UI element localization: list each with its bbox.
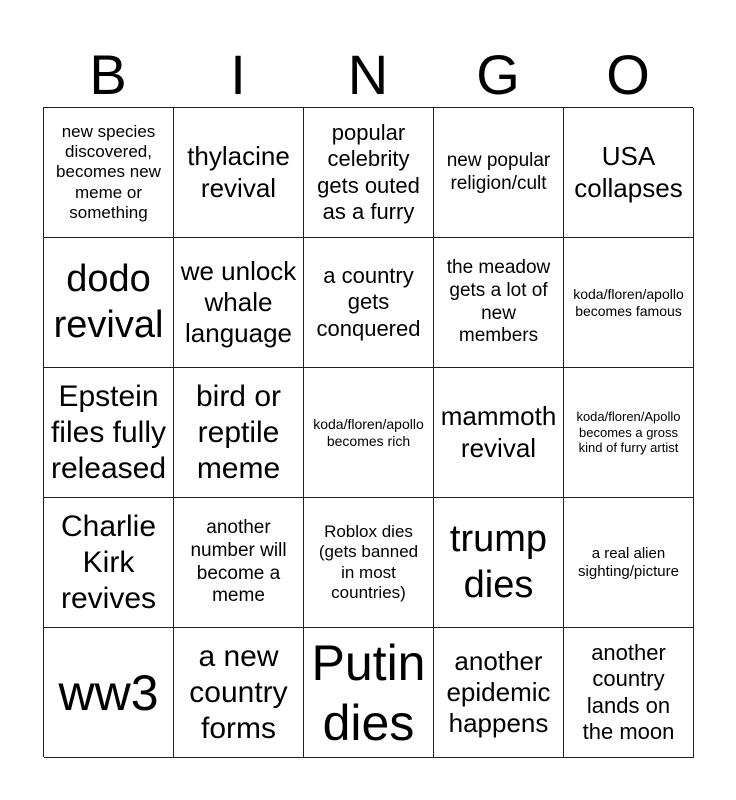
bingo-cell[interactable] bbox=[304, 108, 434, 238]
bingo-cell-label: ww3 bbox=[58, 664, 159, 721]
bingo-cell[interactable] bbox=[174, 238, 304, 368]
bingo-cell[interactable] bbox=[174, 628, 304, 758]
bingo-cell-label: a real alien sighting/picture bbox=[578, 544, 679, 580]
header-letter-o: O bbox=[606, 43, 650, 106]
bingo-cell[interactable] bbox=[564, 368, 694, 498]
header-letter-i: I bbox=[230, 43, 246, 106]
bingo-cell-label: koda/floren/Apollo becomes a gross kind of furry artist bbox=[576, 409, 681, 456]
bingo-cell-label: koda/floren/apollo becomes rich bbox=[313, 415, 424, 449]
bingo-cell-label: koda/floren/apollo becomes famous bbox=[573, 285, 684, 319]
bingo-cell-label: bird or reptile meme bbox=[195, 379, 282, 485]
bingo-cell[interactable] bbox=[564, 498, 694, 628]
bingo-cell-label: thylacine revival bbox=[187, 141, 290, 203]
bingo-cell[interactable] bbox=[434, 628, 564, 758]
bingo-cell-label: another epidemic happens bbox=[446, 645, 551, 739]
bingo-cell[interactable] bbox=[44, 628, 174, 758]
bingo-cell[interactable] bbox=[304, 238, 434, 368]
bingo-cell-label: new popular religion/cult bbox=[446, 149, 551, 194]
bingo-cell[interactable] bbox=[434, 108, 564, 238]
bingo-cell-label: another number will become a meme bbox=[190, 516, 287, 607]
bingo-cell[interactable] bbox=[174, 368, 304, 498]
bingo-cell-label: we unlock whale language bbox=[180, 255, 297, 349]
bingo-cell[interactable] bbox=[304, 498, 434, 628]
header-letter-g: G bbox=[476, 43, 520, 106]
bingo-cell-label: Roblox dies (gets banned in most countries) bbox=[318, 521, 419, 602]
bingo-cell[interactable] bbox=[434, 238, 564, 368]
bingo-cell[interactable] bbox=[174, 498, 304, 628]
header-letter-n: N bbox=[347, 43, 389, 106]
bingo-cell[interactable] bbox=[174, 108, 304, 238]
bingo-board bbox=[43, 107, 693, 757]
bingo-cell[interactable] bbox=[434, 498, 564, 628]
bingo-cell-label: a new country forms bbox=[189, 639, 288, 745]
bingo-cell[interactable] bbox=[434, 368, 564, 498]
bingo-cell-label: Putin dies bbox=[311, 634, 426, 751]
bingo-cell[interactable] bbox=[44, 238, 174, 368]
bingo-cell[interactable] bbox=[564, 108, 694, 238]
header-letter-b: B bbox=[89, 43, 127, 106]
bingo-cell[interactable] bbox=[564, 238, 694, 368]
bingo-cell[interactable] bbox=[304, 628, 434, 758]
bingo-cell-label: new species discovered, becomes new meme or something bbox=[56, 121, 161, 223]
bingo-cell-label: the meadow gets a lot of new members bbox=[446, 256, 551, 347]
bingo-cell[interactable] bbox=[44, 498, 174, 628]
bingo-cell[interactable] bbox=[44, 108, 174, 238]
bingo-cell[interactable] bbox=[304, 368, 434, 498]
bingo-cell-label: Charlie Kirk revives bbox=[60, 509, 157, 615]
bingo-cell-label: Epstein files fully released bbox=[50, 379, 167, 485]
bingo-cell-label: USA collapses bbox=[574, 141, 683, 203]
bingo-cell-label: popular celebrity gets outed as a furry bbox=[317, 119, 420, 224]
bingo-header bbox=[43, 42, 693, 108]
bingo-cell[interactable] bbox=[44, 368, 174, 498]
bingo-cell-label: mammoth revival bbox=[440, 401, 557, 463]
bingo-cell-label: trump dies bbox=[449, 517, 548, 606]
bingo-cell-label: another country lands on the moon bbox=[582, 639, 675, 744]
bingo-cell-label: dodo revival bbox=[53, 257, 164, 346]
bingo-cell[interactable] bbox=[564, 628, 694, 758]
bingo-cell-label: a country gets conquered bbox=[316, 262, 421, 341]
